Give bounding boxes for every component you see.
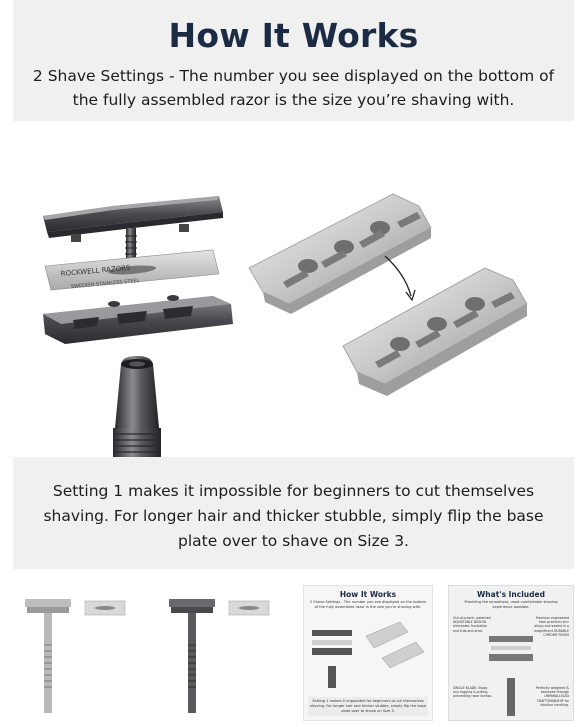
thumbnail-chrome-razor[interactable] [13,585,143,721]
razor-illustration [13,128,574,458]
chrome-razor-image [13,585,143,721]
page-subtitle: 2 Shave Settings - The number you see displayed on the bottom of the fully assembled razor is the size you’re shaving with. [32,67,555,109]
thumb-how-subtitle: 2 Shave Settings - The number you see displayed on the bottom of the fully assembled razor is the size you're shaving with. [309,600,427,609]
thumb-note-right: Precision engineered from premium zinc alloys and sealed in a magnificent DURABLE CHROME FINISH [533,616,569,637]
header-panel [13,0,574,121]
blade-brand-text: ROCKWELL RAZORS [60,263,131,278]
page-title: How It Works [168,16,419,55]
thumb-how-title: How It Works [339,590,397,599]
thumb-how-image [304,618,432,698]
flip-arrow-icon [385,256,411,296]
thumbnail-strip [13,585,574,721]
thumbnail-whats-included[interactable] [448,585,574,721]
thumb-included-title: What's Included [477,590,545,599]
product-illustration [13,128,574,458]
blade-steel-text: SWEDISH STAINLESS STEEL [70,278,140,290]
thumb-note-bottom-left: SINGLE BLADE: Stops any tugging & pulling, preventing razor bumps. [453,686,493,699]
base-plate-size-3 [343,268,527,396]
thumb-note-bottom-right: Perfectly weighted & balanced through UNPARALLELED CRAFTSMANSHIP for intuitive handling. [535,686,569,707]
caption-text: Setting 1 makes it impossible for beginners to cut themselves shaving. For longer hair and thicker stubble, simply flip the base plate over to shave on Size 3. [43,482,544,550]
thumbnail-how-it-works[interactable] [303,585,433,721]
caption-panel [13,457,574,569]
thumb-included-subtitle: Providing the smoothest, most comfortable shaving experience possible. [464,600,558,609]
thumb-note-left: Out-of-a-tank, patented ADJUSTABLE DESIGN eliminates frustration and trial-and-error. [453,616,491,633]
razor-handle [113,356,161,458]
gunmetal-razor-image [157,585,287,721]
base-plate [43,295,233,344]
thumb-how-caption: Setting 1 makes it impossible for beginners to cut themselves shaving. For longer hair and thicker stubble, simply flip the base plate over to shave on Size 3. [308,697,428,716]
thumbnail-gunmetal-razor[interactable] [157,585,287,721]
base-plate-size-1 [249,194,431,314]
